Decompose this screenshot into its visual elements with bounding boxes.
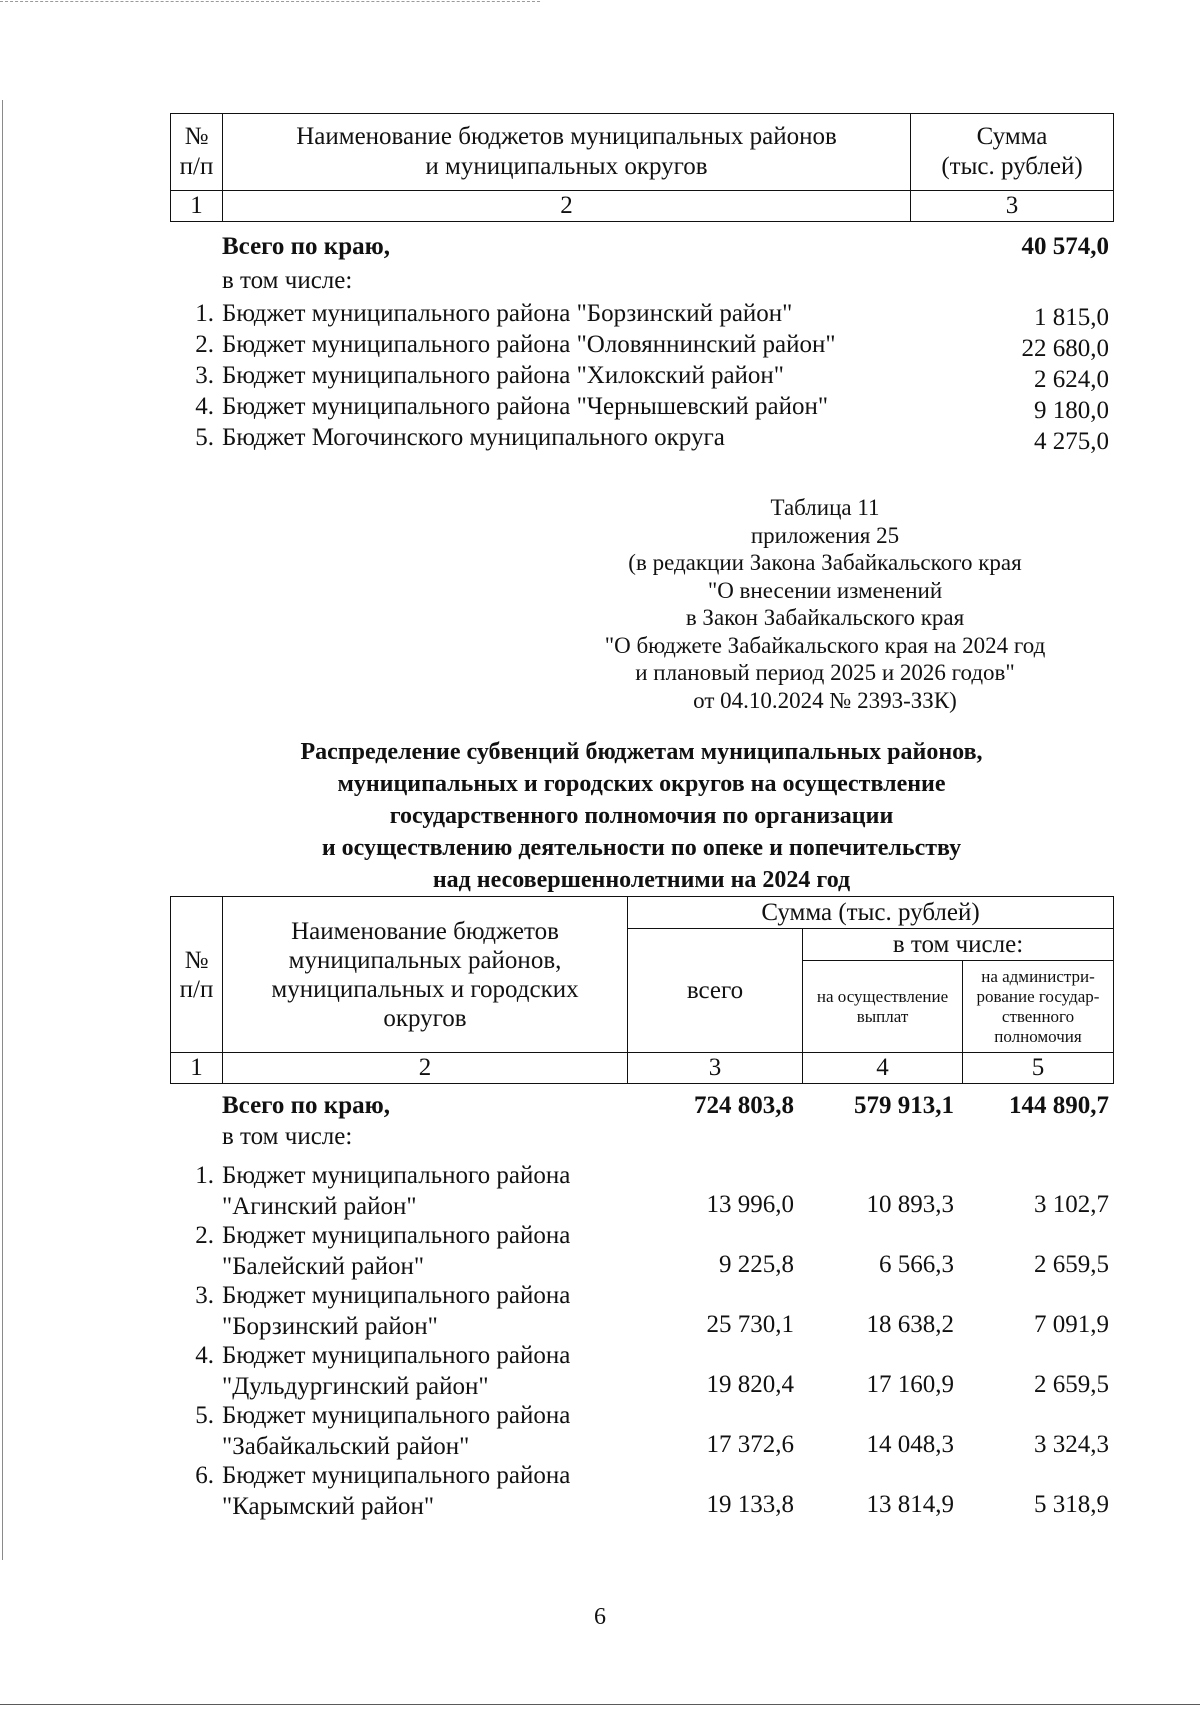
table2-row-name-line1: Бюджет муниципального района [222,1462,571,1489]
table2-row-payments: 6 566,3 [879,1251,954,1278]
table2-colnum-1: 1 [171,1053,223,1084]
table2-row-admin: 2 659,5 [1034,1371,1109,1398]
table2-row-name [222,1220,627,1280]
table1-row-value: 9 180,0 [1034,397,1109,424]
table-row [170,1340,1113,1400]
table2-row-admin: 2 659,5 [1034,1251,1109,1278]
table-row [170,360,1113,391]
table2-row-name-line2: "Карымский район" [222,1493,435,1520]
table2-including-row [170,1121,1113,1160]
heading-line: над несовершеннолетними на 2024 год [432,867,851,893]
table2-body [170,1090,1113,1520]
table2-header-including: в том числе: [803,929,1114,961]
heading-line: и осуществлению деятельности по опеке и попечительству [321,835,962,861]
table2-row-payments: 13 814,9 [866,1491,954,1518]
table-row [170,1460,1113,1520]
table2-row-total: 9 225,8 [719,1251,794,1278]
table2-row-num: 3. [195,1282,214,1309]
table2-row-num: 6. [195,1462,214,1489]
table2-row-num: 4. [195,1342,214,1369]
table2-row-payments: 14 048,3 [866,1431,954,1458]
table2-row-name-line2: "Агинский район" [222,1193,417,1220]
table1-header-sum-line1: Сумма [976,123,1048,150]
table2-row-name-line2: "Дульдургинский район" [222,1373,489,1400]
table2-row-name [222,1160,627,1220]
scan-edge-top [0,1,540,2]
table2-header-num: № п/п [171,897,223,1053]
table2-total-all: 724 803,8 [694,1092,794,1119]
table11-caption [540,494,1110,714]
table1-header-sum-line2: (тыс. рублей) [941,153,1083,180]
table-row [170,329,1113,360]
table1-header-num: № п/п [171,114,223,191]
table1-row-name: Бюджет муниципального района "Оловяннинский район" [222,331,836,358]
table-row [170,298,1113,329]
table1-colnum-1: 1 [171,191,223,222]
table2-colnum-4: 4 [803,1053,963,1084]
table1-row-value: 1 815,0 [1034,304,1109,331]
table-row [170,1220,1113,1280]
table2-row-num: 5. [195,1402,214,1429]
table-row [170,1160,1113,1220]
heading-line: муниципальных и городских округов на осуществление [337,771,946,797]
table1-row-name: Бюджет муниципального района "Хилокский район" [222,362,785,389]
table1-total-value: 40 574,0 [1021,233,1109,260]
table-row [170,391,1113,422]
table2-including-label: в том числе: [222,1123,353,1150]
table1-row-name: Бюджет Могочинского муниципального округа [222,424,725,451]
table1-body [170,230,1113,453]
heading-line: государственного полномочия по организации [389,803,894,829]
table2-row-name [222,1400,627,1460]
table2-row-total: 13 996,0 [706,1191,794,1218]
scan-edge-bottom [0,1704,1200,1705]
table-row [170,422,1113,453]
table2-header [170,896,1114,1084]
table2-total-label: Всего по краю, [222,1092,390,1119]
table2-row-name-line1: Бюджет муниципального района [222,1222,571,1249]
table2-row-name [222,1340,627,1400]
table2-row-name-line2: "Борзинский район" [222,1313,438,1340]
table2-row-name [222,1460,627,1520]
caption-line: и плановый период 2025 и 2026 годов" [635,660,1015,685]
table2-row-admin: 3 324,3 [1034,1431,1109,1458]
caption-line: приложения 25 [750,522,900,548]
table2-header-administration: на администри-рование государ-ственного полномочия [963,961,1114,1053]
table2-row-total: 19 820,4 [706,1371,794,1398]
table1-row-value: 4 275,0 [1034,428,1109,455]
table2-row-admin: 3 102,7 [1034,1191,1109,1218]
table2-row-name-line2: "Забайкальский район" [222,1433,470,1460]
document-heading [170,736,1113,896]
page-number: 6 [594,1604,606,1630]
table2-row-total: 25 730,1 [706,1311,794,1338]
table2-colnum-5: 5 [963,1053,1114,1084]
table2-row-name [222,1280,627,1340]
heading-line: Распределение субвенций бюджетам муниципальных районов, [300,739,983,765]
table2-header-total: всего [628,929,803,1053]
caption-line: в Закон Забайкальского края [685,605,965,630]
table1-total-label: Всего по краю, [222,233,390,260]
table-row [170,1400,1113,1460]
table1-row-num: 2. [195,331,214,358]
table1-row-name: Бюджет муниципального района "Чернышевский район" [222,393,829,420]
table2-total-payments: 579 913,1 [854,1092,954,1119]
table1-row-num: 4. [195,393,214,420]
table2-row-admin: 5 318,9 [1034,1491,1109,1518]
table2-header-name: Наименование бюджетов муниципальных районов, муниципальных и городских округов [223,897,628,1053]
table1-row-value: 2 624,0 [1034,366,1109,393]
table1-including-label: в том числе: [222,267,353,294]
caption-line: "О бюджете Забайкальского края на 2024 год [604,632,1046,658]
table2-row-total: 19 133,8 [706,1491,794,1518]
table1-total-row [170,230,1113,264]
table2-total-row [170,1090,1113,1121]
table2-row-payments: 10 893,3 [866,1191,954,1218]
table1-row-num: 5. [195,424,214,451]
table2-row-name-line1: Бюджет муниципального района [222,1342,571,1369]
scan-edge-left [2,100,3,1560]
table1-row-num: 1. [195,300,214,327]
table2-header-sum: Сумма (тыс. рублей) [628,897,1114,929]
caption-line: (в редакции Закона Забайкальского края [628,550,1022,575]
table2-row-total: 17 372,6 [706,1431,794,1458]
table2-total-admin: 144 890,7 [1009,1092,1109,1119]
caption-line: от 04.10.2024 № 2393-ЗЗК) [693,687,957,713]
table1-colnum-2: 2 [223,191,911,222]
table2-row-name-line1: Бюджет муниципального района [222,1162,571,1189]
table2-row-num: 2. [195,1222,214,1249]
table1-row-name: Бюджет муниципального района "Борзинский район" [222,300,793,327]
table1-header-name [223,114,911,191]
table1-header-name-line1: Наименование бюджетов муниципальных районов [296,123,837,150]
table1-header-sum [911,114,1114,191]
table1-row-num: 3. [195,362,214,389]
table2-row-admin: 7 091,9 [1034,1311,1109,1338]
table1-colnum-3: 3 [911,191,1114,222]
caption-line: Таблица 11 [770,495,880,520]
table2-row-name-line2: "Балейский район" [222,1253,425,1280]
table1-including-row [170,264,1113,298]
table2-row-payments: 17 160,9 [866,1371,954,1398]
table1-row-value: 22 680,0 [1021,335,1109,362]
table2-row-num: 1. [195,1162,214,1189]
table-row [170,1280,1113,1340]
caption-line: "О внесении изменений [707,577,943,603]
table2-row-name-line1: Бюджет муниципального района [222,1402,571,1429]
table2-colnum-2: 2 [223,1053,628,1084]
table2-header-payments: на осуществление выплат [803,961,963,1053]
table2-row-payments: 18 638,2 [866,1311,954,1338]
table2-row-name-line1: Бюджет муниципального района [222,1282,571,1309]
table1-header [170,113,1114,222]
table1-total-num [170,230,222,264]
table2-colnum-3: 3 [628,1053,803,1084]
table1-header-name-line2: и муниципальных округов [425,153,708,180]
